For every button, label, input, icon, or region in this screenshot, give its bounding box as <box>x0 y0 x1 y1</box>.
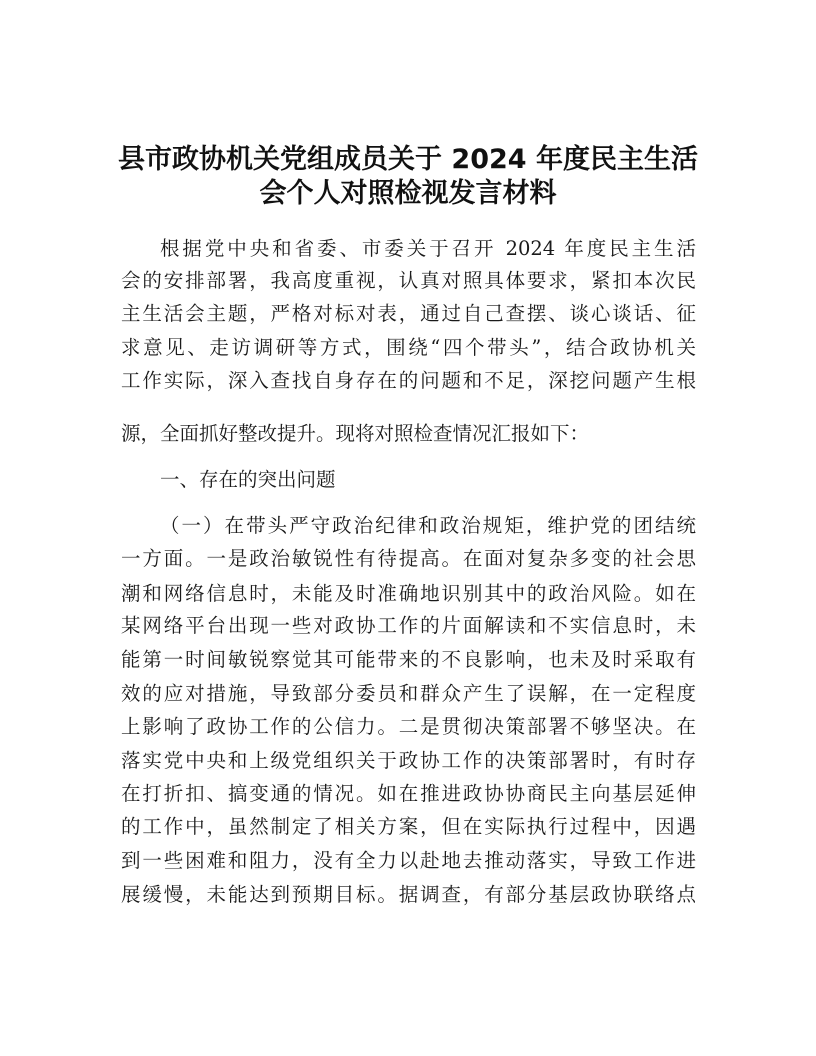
paragraph-line: 源，全面抓好整改提升。现将对照检查情况汇报如下： <box>121 422 590 445</box>
paragraph-line: 展缓慢，未能达到预期目标。据调查，有部分基层政协联络点 <box>121 883 696 906</box>
paragraph-line: 能第一时间敏锐察觉其可能带来的不良影响，也未及时采取有 <box>121 648 696 671</box>
paragraph-line: 工作实际，深入查找自身存在的问题和不足，深挖问题产生根 <box>121 369 696 392</box>
paragraph-line: 主生活会主题，严格对标对表，通过自己查摆、谈心谈话、征 <box>121 302 696 325</box>
paragraph-line: （一）在带头严守政治纪律和政治规矩，维护党的团结统 <box>160 514 696 537</box>
paragraph-line: 会的安排部署，我高度重视，认真对照具体要求，紧扣本次民 <box>121 269 696 292</box>
paragraph-line: 的工作中，虽然制定了相关方案，但在实际执行过程中，因遇 <box>121 815 696 838</box>
paragraph-line: 一方面。一是政治敏锐性有待提高。在面对复杂多变的社会思 <box>121 547 696 570</box>
paragraph-line: 在打折扣、搞变通的情况。如在推进政协协商民主向基层延伸 <box>121 782 696 805</box>
document-title-line-1: 县市政协机关党组成员关于 2024 年度民主生活 <box>118 144 698 175</box>
paragraph-line: 潮和网络信息时，未能及时准确地识别其中的政治风险。如在 <box>121 582 696 605</box>
paragraph-line: 某网络平台出现一些对政协工作的片面解读和不实信息时，未 <box>121 614 696 637</box>
paragraph-line: 效的应对措施，导致部分委员和群众产生了误解，在一定程度 <box>121 682 696 705</box>
paragraph-line: 根据党中央和省委、市委关于召开 2024 年度民主生活 <box>160 237 696 260</box>
document-title-line-2: 会个人对照检视发言材料 <box>259 178 557 209</box>
section-heading: 一、存在的突出问题 <box>160 468 336 491</box>
paragraph-line: 到一些困难和阻力，没有全力以赴地去推动落实，导致工作进 <box>121 849 696 872</box>
paragraph-line: 落实党中央和上级党组织关于政协工作的决策部署时，有时存 <box>121 749 696 772</box>
paragraph-line: 求意见、走访调研等方式，围绕“四个带头”，结合政协机关 <box>121 336 696 359</box>
paragraph-line: 上影响了政协工作的公信力。二是贯彻决策部署不够坚决。在 <box>121 715 696 738</box>
